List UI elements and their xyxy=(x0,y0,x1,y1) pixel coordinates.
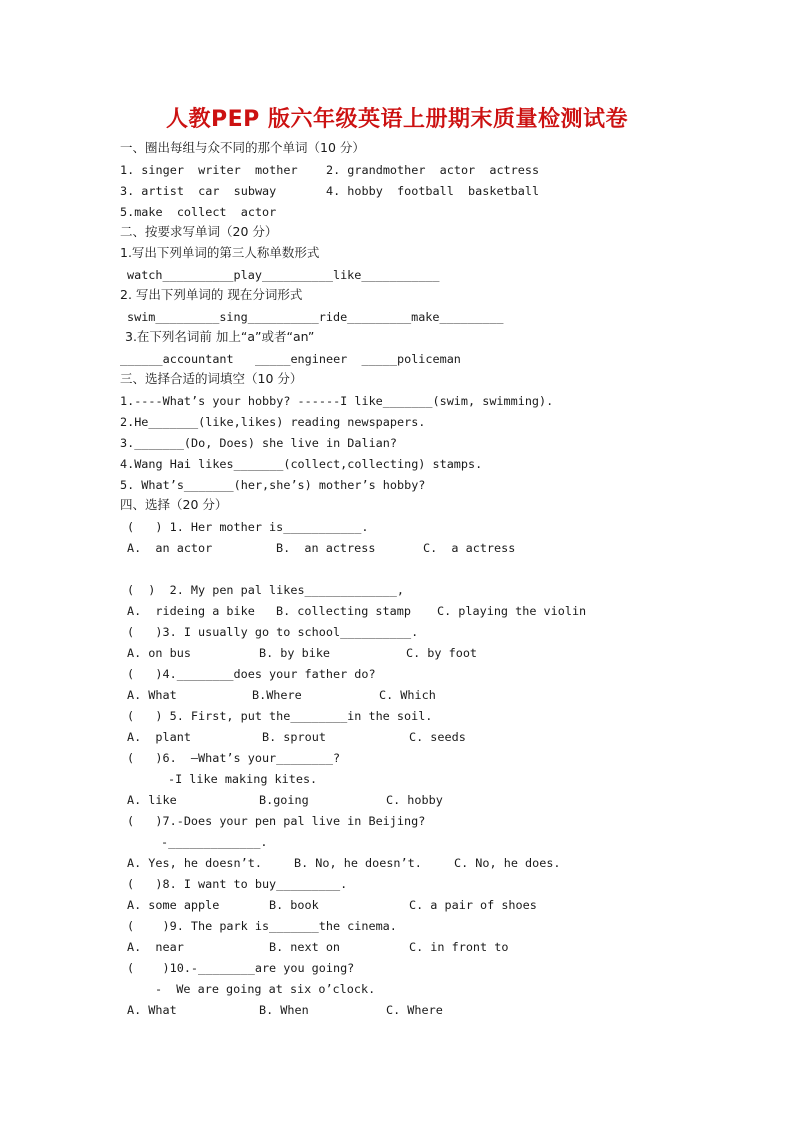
q9-option-b: B. next on xyxy=(269,940,341,954)
q5-text: ( ) 5. First, put the________in the soil. xyxy=(127,709,433,723)
q4-option-b: B.Where xyxy=(252,688,302,702)
q6-option-c: C. hobby xyxy=(386,793,443,807)
s1-item-5: 5.make collect actor xyxy=(120,205,277,219)
q6-text: ( )6. –What’s your________? xyxy=(127,751,341,765)
s1-item-4: 4. hobby football basketball xyxy=(326,184,540,198)
q5-option-b: B. sprout xyxy=(262,730,326,744)
q2-option-a: A. rideing a bike xyxy=(127,604,255,618)
section-3-heading: 三、选择合适的词填空（10 分） xyxy=(120,371,303,386)
q7-text: ( )7.-Does your pen pal live in Beijing? xyxy=(127,814,426,828)
s3-item-4: 4.Wang Hai likes_______(collect,collecting) stamps. xyxy=(120,457,483,471)
s1-item-2: 2. grandmother actor actress xyxy=(326,163,540,177)
q2-option-b: B. collecting stamp xyxy=(276,604,411,618)
q1-option-b: B. an actress xyxy=(276,541,376,555)
q5-option-a: A. plant xyxy=(127,730,191,744)
q8-option-a: A. some apple xyxy=(127,898,220,912)
q10-option-a: A. What xyxy=(127,1003,177,1017)
s1-item-3: 3. artist car subway xyxy=(120,184,277,198)
s2-part1-line: watch__________play__________like___________ xyxy=(127,268,440,282)
q1-text: ( ) 1. Her mother is___________. xyxy=(127,520,369,534)
q5-option-c: C. seeds xyxy=(409,730,466,744)
q7-option-c: C. No, he does. xyxy=(454,856,561,870)
q9-option-c: C. in front to xyxy=(409,940,509,954)
section-1-heading: 一、圈出每组与众不同的那个单词（10 分） xyxy=(120,140,365,155)
q3-text: ( )3. I usually go to school__________. xyxy=(127,625,419,639)
s3-item-1: 1.----What’s your hobby? ------I like_______(swim, swimming). xyxy=(120,394,554,408)
section-4-heading: 四、选择（20 分） xyxy=(120,497,228,512)
s2-part3-heading: 3.在下列名词前 加上“a”或者“an” xyxy=(125,329,315,344)
q6-option-b: B.going xyxy=(259,793,309,807)
q10-option-c: C. Where xyxy=(386,1003,443,1017)
s2-part2-line: swim_________sing__________ride_________make_________ xyxy=(127,310,504,324)
q8-option-c: C. a pair of shoes xyxy=(409,898,537,912)
q3-option-a: A. on bus xyxy=(127,646,191,660)
q2-option-c: C. playing the violin xyxy=(437,604,587,618)
q7-option-b: B. No, he doesn’t. xyxy=(294,856,422,870)
q3-option-b: B. by bike xyxy=(259,646,331,660)
s3-item-2: 2.He_______(like,likes) reading newspapers. xyxy=(120,415,426,429)
s2-part3-line: ______accountant _____engineer _____policeman xyxy=(120,352,461,366)
q10-answer-line: - We are going at six o’clock. xyxy=(155,982,376,996)
s3-item-5: 5. What’s_______(her,she’s) mother’s hobby? xyxy=(120,478,426,492)
q9-option-a: A. near xyxy=(127,940,184,954)
q10-text: ( )10.-________are you going? xyxy=(127,961,355,975)
page-title: 人教PEP 版六年级英语上册期末质量检测试卷 xyxy=(166,107,628,132)
s2-part2-heading: 2. 写出下列单词的 现在分词形式 xyxy=(120,287,303,302)
q6-answer-line: -I like making kites. xyxy=(168,772,318,786)
q4-option-c: C. Which xyxy=(379,688,436,702)
q1-option-c: C. a actress xyxy=(423,541,516,555)
q4-text: ( )4.________does your father do? xyxy=(127,667,376,681)
q9-text: ( )9. The park is_______the cinema. xyxy=(127,919,397,933)
q1-option-a: A. an actor xyxy=(127,541,213,555)
s3-item-3: 3._______(Do, Does) she live in Dalian? xyxy=(120,436,397,450)
q2-text: ( ) 2. My pen pal likes_____________, xyxy=(127,583,404,597)
q10-option-b: B. When xyxy=(259,1003,309,1017)
q6-option-a: A. like xyxy=(127,793,177,807)
q7-option-a: A. Yes, he doesn’t. xyxy=(127,856,262,870)
q8-text: ( )8. I want to buy_________. xyxy=(127,877,348,891)
q8-option-b: B. book xyxy=(269,898,319,912)
q7-answer-line: -_____________. xyxy=(161,835,268,849)
q4-option-a: A. What xyxy=(127,688,177,702)
s2-part1-heading: 1.写出下列单词的第三人称单数形式 xyxy=(120,245,320,260)
section-2-heading: 二、按要求写单词（20 分） xyxy=(120,224,278,239)
q3-option-c: C. by foot xyxy=(406,646,478,660)
s1-item-1: 1. singer writer mother xyxy=(120,163,298,177)
